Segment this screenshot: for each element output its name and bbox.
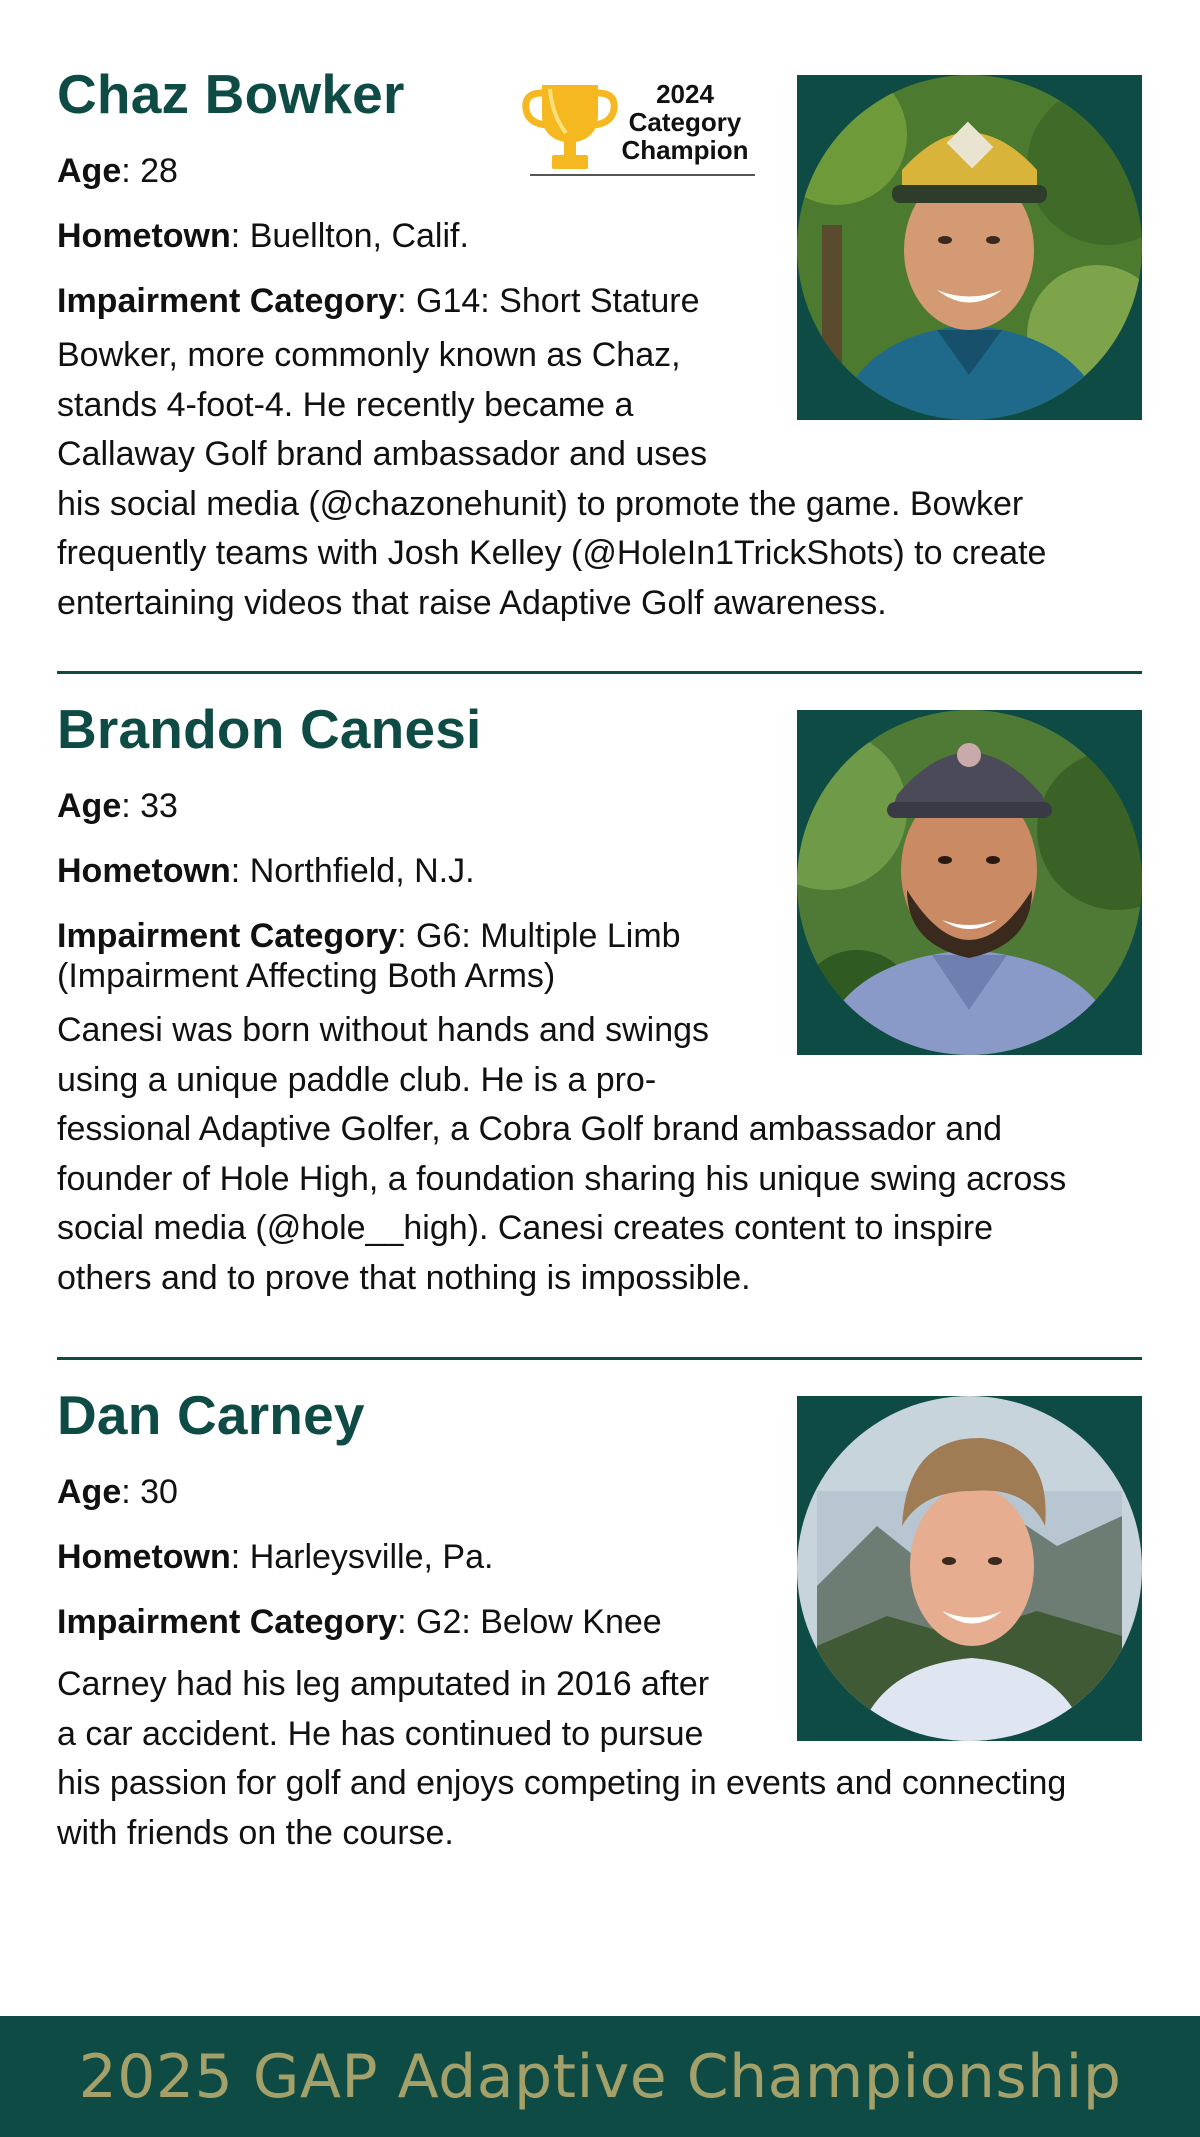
- profile-photo: [797, 710, 1142, 1055]
- profile-dan-carney: [57, 1383, 1142, 1863]
- badge-underline: [530, 174, 755, 176]
- portrait-brandon-canesi: [797, 710, 1142, 1055]
- footer-banner: [0, 2016, 1200, 2137]
- profile-impairment: Impairment Category: G6: Multiple Limb (Impairment Affecting Both Arms): [57, 917, 681, 995]
- profile-bio: Bowker, more commonly known as Chaz, stands 4-foot-4. He recently became a Callaway Golf brand ambassador and uses his social media (@chazonehunit) to promote the game. Bowker frequently teams with Josh Kelley (@HoleIn1TrickShots) to create entertaining videos that raise Adaptive Golf awareness.: [57, 336, 1047, 622]
- portrait-dan-carney: [797, 1396, 1142, 1741]
- profile-impairment: Impairment Category: G2: Below Knee: [57, 1603, 662, 1641]
- profile-impairment: Impairment Category: G14: Short Stature: [57, 282, 700, 320]
- profile-photo: [797, 1396, 1142, 1741]
- profile-name: Brandon Canesi: [57, 698, 482, 760]
- profile-brandon-canesi: [57, 697, 1142, 1327]
- badge-text: 2024 Category Champion: [621, 79, 749, 165]
- profile-age: Age: 30: [57, 1473, 178, 1511]
- profile-age: Age: 33: [57, 787, 178, 825]
- portrait-chaz-bowker: [797, 75, 1142, 420]
- profile-bio: Carney had his leg amputated in 2016 after a car accident. He has continued to pursue his passion for golf and enjoys competing in events and connecting with friends on the course.: [57, 1665, 1067, 1852]
- profile-bio: Canesi was born without hands and swings using a unique paddle club. He is a pro- fessional Adaptive Golfer, a Cobra Golf brand ambassador and founder of Hole High, a foundation sharing his unique swing across social media (@hole__high). Canesi creates content to inspire others and to prove that nothing is impossible.: [57, 1011, 1067, 1297]
- section-divider: [57, 671, 1142, 674]
- profile-name: Chaz Bowker: [57, 63, 405, 125]
- champion-badge: [515, 70, 760, 180]
- portrait-image: [797, 75, 1142, 420]
- portrait-image: [797, 1396, 1142, 1741]
- trophy-icon: [520, 75, 620, 175]
- footer-title: 2025 GAP Adaptive Championship: [78, 2041, 1122, 2112]
- profile-hometown: Hometown: Northfield, N.J.: [57, 852, 475, 890]
- profile-age: Age: 28: [57, 152, 178, 190]
- section-divider: [57, 1357, 1142, 1360]
- profile-hometown: Hometown: Harleysville, Pa.: [57, 1538, 494, 1576]
- profile-photo: [797, 75, 1142, 420]
- profile-name: Dan Carney: [57, 1384, 365, 1446]
- profile-hometown: Hometown: Buellton, Calif.: [57, 217, 469, 255]
- portrait-image: [797, 710, 1142, 1055]
